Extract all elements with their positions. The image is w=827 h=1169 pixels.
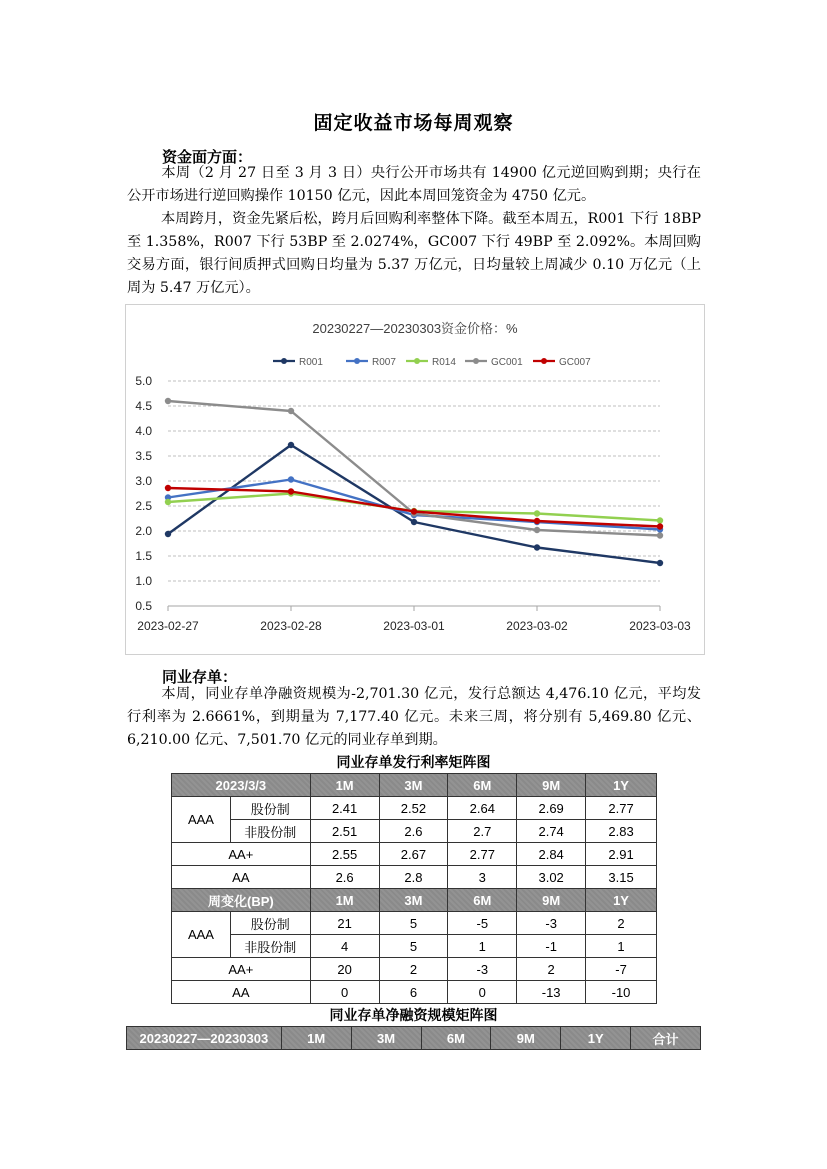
net-column-header: 1Y [561, 1027, 631, 1050]
value-cell: 2.69 [517, 797, 586, 820]
data-point-gc001 [534, 527, 540, 533]
change-header-row [172, 889, 657, 912]
data-point-gc001 [657, 532, 663, 538]
value-cell: 1 [448, 935, 517, 958]
funds-paragraph-1-text: 本周（2 月 27 日至 3 月 3 日）央行公开市场共有 14900 亿元逆回购到期；央行在公开市场进行逆回购操作 10150 亿元，因此本周回笼资金为 4750 亿元。 [127, 165, 701, 204]
tenor-header: 9M [517, 774, 586, 797]
data-point-r007 [288, 476, 294, 482]
ncd-paragraph-text: 本周，同业存单净融资规模为-2,701.30 亿元，发行总额达 4,476.10 亿元，平均发行利率为 2.6661%，到期量为 7,177.40 亿元。未来三周，将分别有 5,469.80 亿元、6,210.00 亿元、7,501.70 亿元的同业存单到期。 [127, 686, 701, 748]
data-point-gc001 [165, 398, 171, 404]
net-matrix-caption: 同业存单净融资规模矩阵图 [329, 1008, 498, 1024]
y-tick-label: 1.0 [135, 574, 152, 588]
value-cell: 5 [379, 912, 448, 935]
value-cell: 3.15 [586, 866, 657, 889]
bank-type-cell: 股份制 [230, 912, 310, 935]
y-tick-label: 3.5 [135, 449, 152, 463]
value-cell: 2.77 [586, 797, 657, 820]
rating-cell: AAA [172, 912, 231, 958]
legend-label: GC007 [559, 357, 591, 368]
data-point-r014 [657, 517, 663, 523]
y-tick-label: 4.5 [135, 399, 152, 413]
net-column-header: 9M [491, 1027, 561, 1050]
data-point-r001 [165, 531, 171, 537]
change-header-row-label: 周变化(BP) [172, 889, 311, 912]
tenor-header: 1M [310, 889, 379, 912]
value-cell: 2.91 [586, 843, 657, 866]
ncd-paragraph [127, 683, 701, 752]
tenor-header: 6M [448, 774, 517, 797]
value-cell: 21 [310, 912, 379, 935]
value-cell: -3 [517, 912, 586, 935]
legend-label: R007 [372, 357, 396, 368]
value-cell: 3 [448, 866, 517, 889]
value-cell: 2.55 [310, 843, 379, 866]
net-column-header: 1M [281, 1027, 351, 1050]
data-point-r014 [534, 510, 540, 516]
value-cell: 0 [448, 981, 517, 1004]
funds-paragraph-2-text: 本周跨月，资金先紧后松，跨月后回购利率整体下降。截至本周五，R001 下行 18BP 至 1.358%，R007 下行 53BP 至 2.0274%，GC007 下行 49BP 至 2.092%。本周回购交易方面，银行间质押式回购日均量为 5.37 万亿元，日均量较上周减少 0.10 万亿元（上周为 5.47 万亿元）。 [127, 211, 701, 296]
value-cell: 6 [379, 981, 448, 1004]
value-cell: 2.83 [586, 820, 657, 843]
y-tick-label: 2.5 [135, 499, 152, 513]
x-tick-label: 2023-03-02 [506, 619, 568, 633]
x-tick-label: 2023-03-01 [383, 619, 445, 633]
legend-label: R001 [299, 357, 323, 368]
ncd-section-heading: 同业存单： [162, 668, 238, 686]
tenor-header: 1Y [586, 889, 657, 912]
value-cell: 2.52 [379, 797, 448, 820]
rate-row [172, 843, 657, 866]
rate-row [172, 797, 657, 820]
bank-type-cell: 股份制 [230, 797, 310, 820]
rate-row [172, 820, 657, 843]
page-title: 固定收益市场每周观察 [313, 112, 514, 134]
x-tick-label: 2023-02-27 [137, 619, 199, 633]
value-cell: 3.02 [517, 866, 586, 889]
data-point-r001 [657, 560, 663, 566]
value-cell: 2 [379, 958, 448, 981]
repo-rate-chart [125, 304, 705, 655]
series-line-r001 [168, 445, 660, 563]
data-point-gc001 [288, 408, 294, 414]
change-row [172, 912, 657, 935]
y-tick-label: 1.5 [135, 549, 152, 563]
value-cell: -13 [517, 981, 586, 1004]
value-cell: 2.74 [517, 820, 586, 843]
net-column-header: 3M [351, 1027, 421, 1050]
rating-cell: AA [172, 981, 311, 1004]
tenor-header: 1Y [586, 774, 657, 797]
net-column-header: 合计 [631, 1027, 701, 1050]
chart-title: 20230227—20230303资金价格：% [312, 321, 518, 336]
data-point-gc007 [288, 488, 294, 494]
data-point-gc007 [534, 518, 540, 524]
legend-marker [541, 358, 547, 364]
funds-section-heading: 资金面方面： [162, 148, 253, 166]
rate-header-row [172, 774, 657, 797]
legend-label: GC001 [491, 357, 523, 368]
legend-marker [473, 358, 479, 364]
value-cell: 2.7 [448, 820, 517, 843]
tenor-header: 1M [310, 774, 379, 797]
value-cell: 2.8 [379, 866, 448, 889]
value-cell: -3 [448, 958, 517, 981]
legend-marker [354, 358, 360, 364]
repo-rate-chart-svg [126, 305, 704, 654]
value-cell: 1 [586, 935, 657, 958]
value-cell: -5 [448, 912, 517, 935]
tenor-header: 3M [379, 889, 448, 912]
data-point-r001 [411, 519, 417, 525]
data-point-gc007 [657, 523, 663, 529]
bank-type-cell: 非股份制 [230, 820, 310, 843]
value-cell: 2.84 [517, 843, 586, 866]
rating-cell: AA [172, 866, 311, 889]
change-row [172, 981, 657, 1004]
rate-matrix-table [171, 773, 657, 1004]
net-header-row [127, 1027, 701, 1050]
data-point-gc007 [165, 485, 171, 491]
change-row [172, 958, 657, 981]
data-point-r001 [288, 442, 294, 448]
y-tick-label: 2.0 [135, 524, 152, 538]
rate-matrix-caption: 同业存单发行利率矩阵图 [336, 755, 491, 771]
value-cell: 2.41 [310, 797, 379, 820]
value-cell: 2.6 [310, 866, 379, 889]
rating-cell: AAA [172, 797, 231, 843]
value-cell: 2.77 [448, 843, 517, 866]
data-point-gc007 [411, 508, 417, 514]
tenor-header: 3M [379, 774, 448, 797]
value-cell: 2.6 [379, 820, 448, 843]
bank-type-cell: 非股份制 [230, 935, 310, 958]
legend-marker [281, 358, 287, 364]
value-cell: -10 [586, 981, 657, 1004]
change-row [172, 935, 657, 958]
rate-header-row-label: 2023/3/3 [172, 774, 311, 797]
data-point-r001 [534, 544, 540, 550]
value-cell: 2.51 [310, 820, 379, 843]
legend-marker [414, 358, 420, 364]
value-cell: 2.67 [379, 843, 448, 866]
value-cell: 20 [310, 958, 379, 981]
x-tick-label: 2023-02-28 [260, 619, 322, 633]
rate-row [172, 866, 657, 889]
x-tick-label: 2023-03-03 [629, 619, 691, 633]
value-cell: -7 [586, 958, 657, 981]
value-cell: 0 [310, 981, 379, 1004]
data-point-r014 [165, 499, 171, 505]
legend-label: R014 [432, 357, 456, 368]
value-cell: -1 [517, 935, 586, 958]
y-tick-label: 4.0 [135, 424, 152, 438]
tenor-header: 9M [517, 889, 586, 912]
rating-cell: AA+ [172, 958, 311, 981]
tenor-header: 6M [448, 889, 517, 912]
net-column-header: 6M [421, 1027, 491, 1050]
funds-paragraph-1 [127, 162, 701, 208]
rating-cell: AA+ [172, 843, 311, 866]
value-cell: 5 [379, 935, 448, 958]
y-tick-label: 5.0 [135, 374, 152, 388]
y-tick-label: 3.0 [135, 474, 152, 488]
value-cell: 2.64 [448, 797, 517, 820]
net-date-label: 20230227—20230303 [127, 1027, 282, 1050]
value-cell: 4 [310, 935, 379, 958]
net-matrix-table [126, 1026, 701, 1050]
y-tick-label: 0.5 [135, 599, 152, 613]
value-cell: 2 [517, 958, 586, 981]
value-cell: 2 [586, 912, 657, 935]
funds-paragraph-2 [127, 208, 701, 300]
